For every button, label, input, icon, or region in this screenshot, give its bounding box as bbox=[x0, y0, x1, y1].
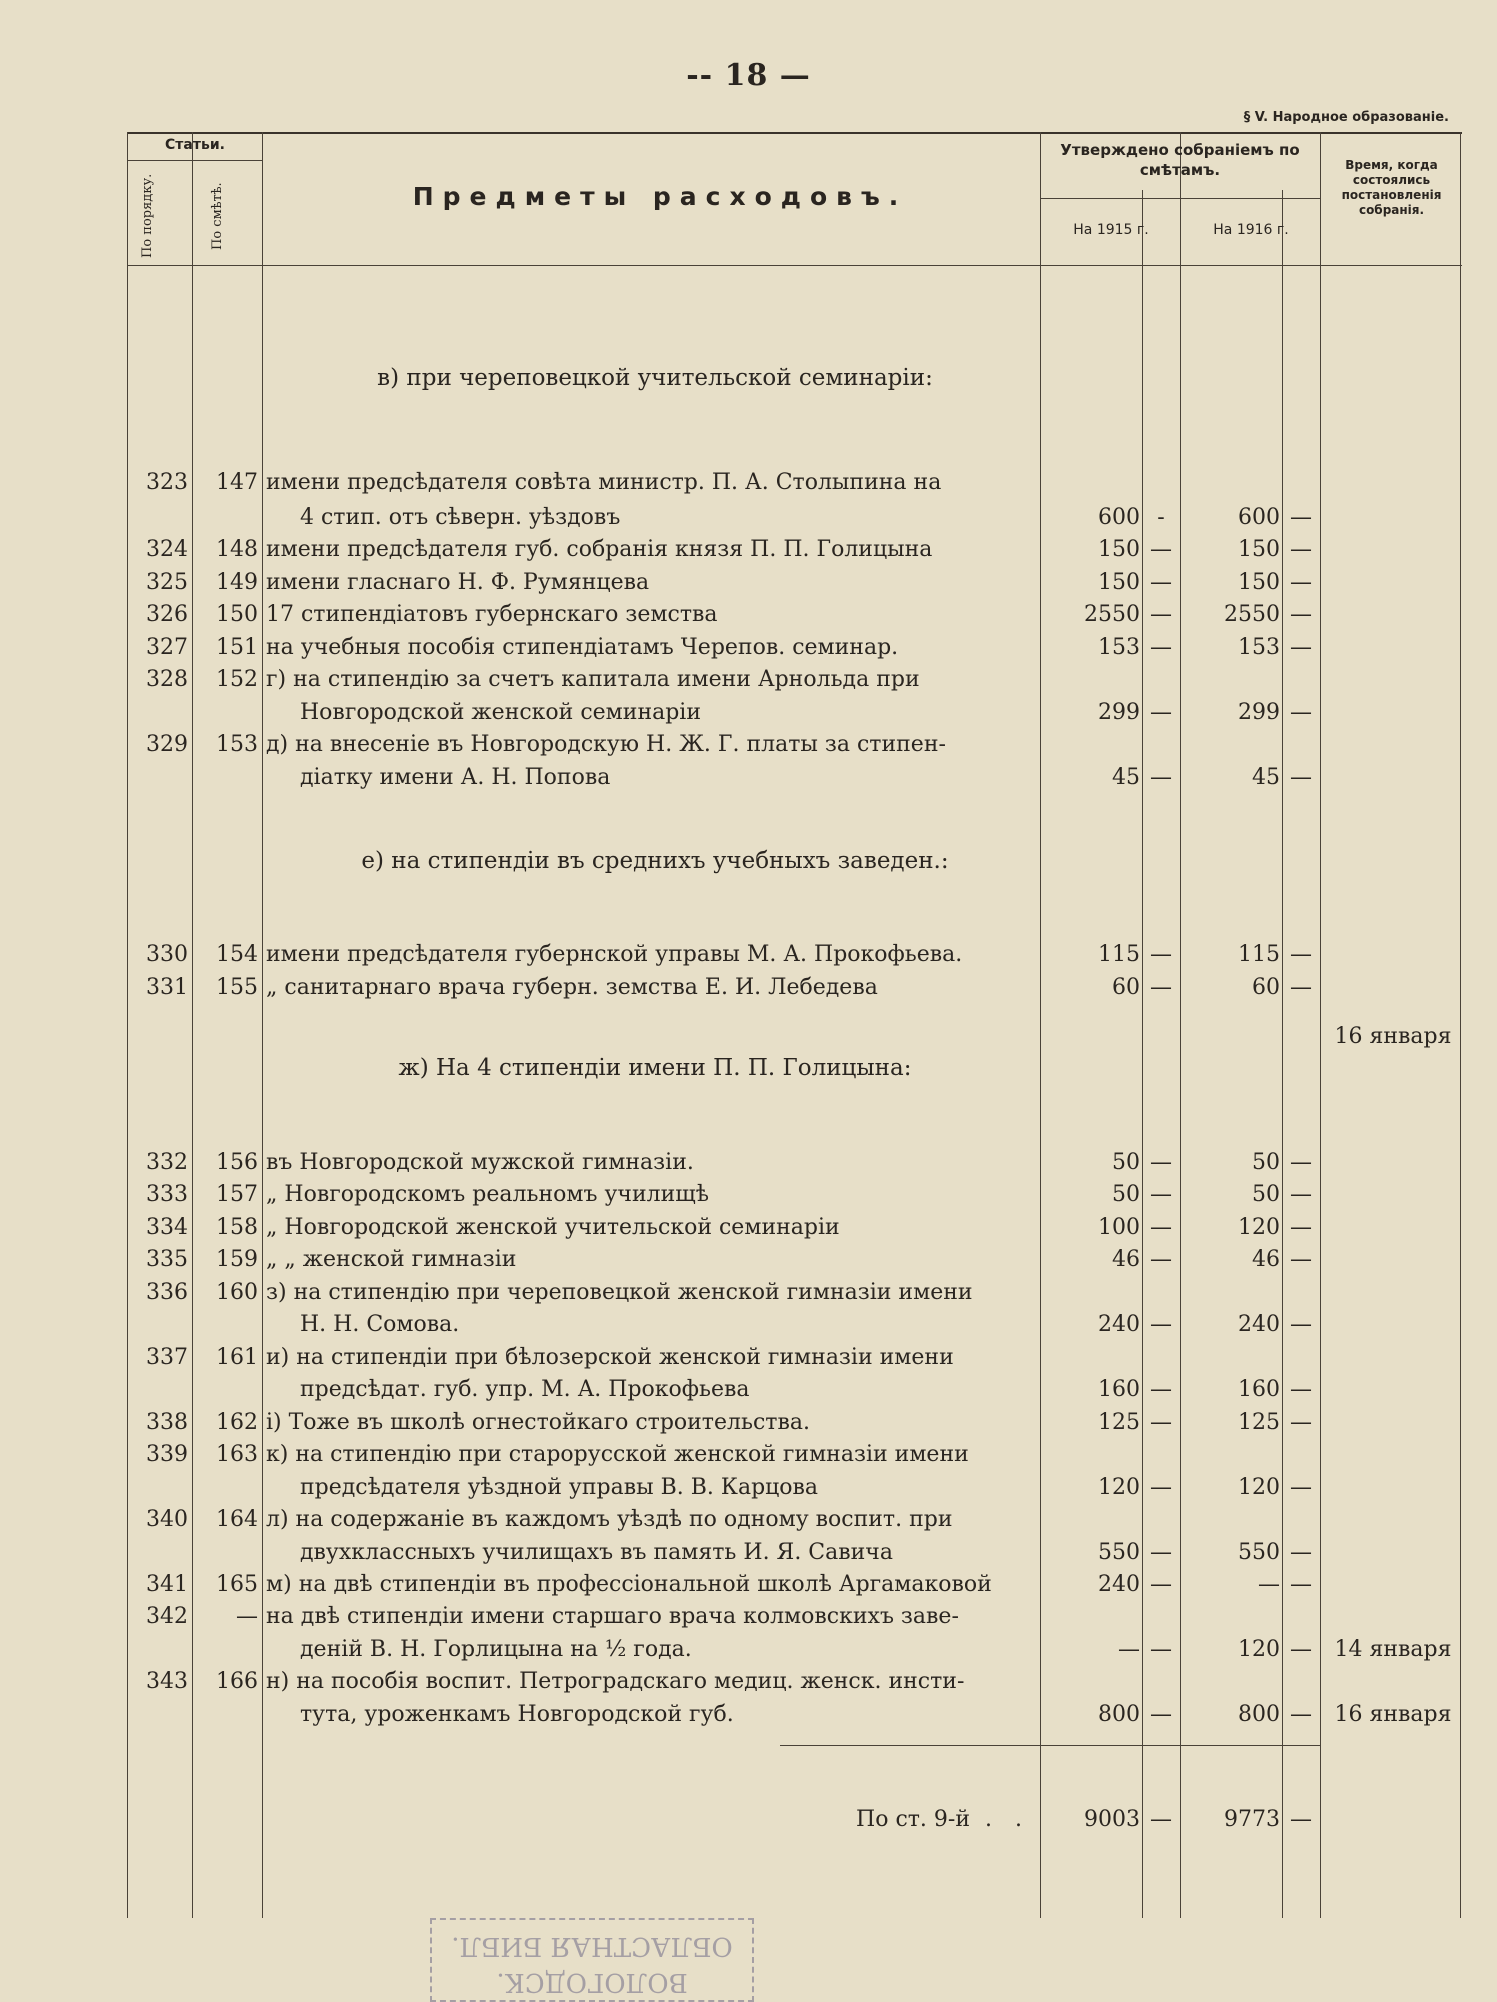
row-estimate-number: 155 bbox=[216, 975, 258, 1000]
row-dash-1916: — bbox=[1290, 975, 1312, 1000]
row-amount-1916: 46 bbox=[1252, 1247, 1280, 1272]
row-amount-1915: 240 bbox=[1098, 1312, 1140, 1337]
row-text-line1 bbox=[266, 1505, 1026, 1535]
row-text-line1 bbox=[266, 535, 1026, 565]
row-amount-1916: 240 bbox=[1238, 1312, 1280, 1337]
rule-1916 bbox=[1320, 132, 1321, 1918]
row-time bbox=[1328, 1180, 1458, 1210]
rule-estimate bbox=[262, 132, 263, 1918]
row-amount-1916: 299 bbox=[1238, 700, 1280, 725]
rule-approved bbox=[1040, 198, 1320, 199]
row-amount-1916: 120 bbox=[1238, 1475, 1280, 1500]
row-dash-1915: - bbox=[1157, 505, 1165, 530]
row-order-number: 335 bbox=[146, 1247, 188, 1272]
row-dash-1915: — bbox=[1150, 602, 1172, 627]
row-estimate-number: 149 bbox=[216, 570, 258, 595]
row-time bbox=[1328, 940, 1458, 970]
row-dash-1915: — bbox=[1150, 942, 1172, 967]
row-text-line2 bbox=[300, 503, 1026, 533]
row-text-line1 bbox=[266, 1602, 1026, 1632]
row-order-number: 323 bbox=[146, 470, 188, 495]
row-time bbox=[1328, 1148, 1458, 1178]
row-text: имени предсѣдателя губернской управы М. А. Прокофьева. bbox=[266, 942, 963, 967]
row-order-number: 332 bbox=[146, 1150, 188, 1175]
row-dash-1916: — bbox=[1290, 765, 1312, 790]
row-estimate-number: 161 bbox=[216, 1345, 258, 1370]
row-amount-1916: 600 bbox=[1238, 505, 1280, 530]
row-estimate-number: 148 bbox=[216, 537, 258, 562]
row-text-line1 bbox=[266, 1440, 1026, 1470]
row-dash-1915: — bbox=[1150, 1215, 1172, 1240]
row-order-number: 325 bbox=[146, 570, 188, 595]
row-dash-1916: — bbox=[1290, 1475, 1312, 1500]
row-estimate-number: — bbox=[236, 1604, 258, 1629]
row-amount-1916: 120 bbox=[1238, 1637, 1280, 1662]
row-order-number: 339 bbox=[146, 1442, 188, 1467]
row-amount-1915: 45 bbox=[1112, 765, 1140, 790]
row-amount-1916: 550 bbox=[1238, 1540, 1280, 1565]
header-by-order: По порядку. bbox=[140, 173, 155, 259]
row-text-continued: Новгородской женской семинаріи bbox=[300, 700, 702, 725]
row-time bbox=[1328, 568, 1458, 598]
row-time bbox=[1328, 1570, 1458, 1600]
row-dash-1915: — bbox=[1150, 1377, 1172, 1402]
header-1916: На 1916 г. bbox=[1213, 222, 1289, 238]
row-dash-1915: — bbox=[1150, 537, 1172, 562]
row-amount-1915: 100 bbox=[1098, 1215, 1140, 1240]
row-text: л) на содержаніе въ каждомъ уѣздѣ по одному воспит. при bbox=[266, 1507, 953, 1532]
row-estimate-number: 154 bbox=[216, 942, 258, 967]
row-time bbox=[1328, 1408, 1458, 1438]
row-text-continued: 4 стип. отъ сѣверн. уѣздовъ bbox=[300, 505, 621, 530]
row-text-line2 bbox=[300, 1375, 1026, 1405]
total-1916: 9773 bbox=[1224, 1807, 1280, 1832]
row-dash-1916: — bbox=[1290, 1410, 1312, 1435]
row-dash-1916: — bbox=[1290, 1637, 1312, 1662]
header-1915: На 1915 г. bbox=[1073, 222, 1149, 238]
row-text: на учебныя пособія стипендіатамъ Черепов. семинар. bbox=[266, 635, 899, 660]
header-approved: Утверждено собраніемъ по смѣтамъ. bbox=[1060, 141, 1300, 179]
row-estimate-number: 159 bbox=[216, 1247, 258, 1272]
row-amount-1915: 150 bbox=[1098, 570, 1140, 595]
row-time bbox=[1328, 973, 1458, 1003]
row-time bbox=[1328, 1538, 1458, 1568]
row-dash-1915: — bbox=[1150, 975, 1172, 1000]
row-dash-1916: — bbox=[1290, 505, 1312, 530]
row-time bbox=[1328, 698, 1458, 728]
row-dash-1915: — bbox=[1150, 1410, 1172, 1435]
row-amount-1916: 50 bbox=[1252, 1182, 1280, 1207]
row-text-continued: предсѣдат. губ. упр. М. А. Прокофьева bbox=[300, 1377, 750, 1402]
row-amount-1915: 60 bbox=[1112, 975, 1140, 1000]
row-text: имени гласнаго Н. Ф. Румянцева bbox=[266, 570, 650, 595]
total-1915-dash: — bbox=[1150, 1807, 1172, 1832]
row-estimate-number: 153 bbox=[216, 732, 258, 757]
row-order-number: 326 bbox=[146, 602, 188, 627]
row-amount-1915: 240 bbox=[1098, 1572, 1140, 1597]
row-dash-1915: — bbox=[1150, 1475, 1172, 1500]
row-amount-1916: 115 bbox=[1238, 942, 1280, 967]
row-text: з) на стипендію при череповецкой женской гимназіи имени bbox=[266, 1280, 973, 1305]
page-number: -- 18 — bbox=[686, 58, 811, 93]
row-dash-1915: — bbox=[1150, 1572, 1172, 1597]
row-amount-1916: — bbox=[1258, 1572, 1280, 1597]
row-amount-1916: 45 bbox=[1252, 765, 1280, 790]
row-text-continued: Н. Н. Сомова. bbox=[300, 1312, 460, 1337]
row-text-line1 bbox=[266, 600, 1026, 630]
row-order-number: 333 bbox=[146, 1182, 188, 1207]
row-order-number: 340 bbox=[146, 1507, 188, 1532]
row-amount-1916: 2550 bbox=[1224, 602, 1280, 627]
library-stamp: ВОЛОГОДСК. ОБЛАСТНАЯ БИБЛ. bbox=[430, 1918, 754, 2002]
row-estimate-number: 160 bbox=[216, 1280, 258, 1305]
row-order-number: 337 bbox=[146, 1345, 188, 1370]
row-time bbox=[1328, 503, 1458, 533]
row-text: имени предсѣдателя губ. собранія князя П. П. Голицына bbox=[266, 537, 933, 562]
row-time bbox=[1328, 1245, 1458, 1275]
row-text-line1 bbox=[266, 1245, 1026, 1275]
row-dash-1916: — bbox=[1290, 942, 1312, 967]
row-amount-1916: 60 bbox=[1252, 975, 1280, 1000]
row-dash-1916: — bbox=[1290, 1702, 1312, 1727]
row-dash-1915: — bbox=[1150, 635, 1172, 660]
rule-total bbox=[780, 1745, 1320, 1746]
total-1916-dash: — bbox=[1290, 1807, 1312, 1832]
row-dash-1915: — bbox=[1150, 1540, 1172, 1565]
row-estimate-number: 162 bbox=[216, 1410, 258, 1435]
row-dash-1915: — bbox=[1150, 1247, 1172, 1272]
row-text-line2 bbox=[300, 1700, 1026, 1730]
row-dash-1916: — bbox=[1290, 1312, 1312, 1337]
row-amount-1916: 120 bbox=[1238, 1215, 1280, 1240]
row-text-line1 bbox=[266, 1343, 1026, 1373]
row-dash-1916: — bbox=[1290, 635, 1312, 660]
row-text: на двѣ стипендіи имени старшаго врача колмовскихъ заве- bbox=[266, 1604, 959, 1629]
row-dash-1916: — bbox=[1290, 700, 1312, 725]
rule-right bbox=[1460, 132, 1461, 1918]
row-dash-1916: — bbox=[1290, 602, 1312, 627]
row-text: „ Новгородской женской учительской семинаріи bbox=[266, 1215, 840, 1240]
row-estimate-number: 164 bbox=[216, 1507, 258, 1532]
row-text: г) на стипендію за счетъ капитала имени Арнольда при bbox=[266, 667, 920, 692]
row-text-line1 bbox=[266, 1408, 1026, 1438]
row-order-number: 329 bbox=[146, 732, 188, 757]
row-dash-1916: — bbox=[1290, 570, 1312, 595]
row-dash-1915: — bbox=[1150, 1182, 1172, 1207]
row-text: м) на двѣ стипендіи въ профессіональной школѣ Аргамаковой bbox=[266, 1572, 992, 1597]
row-time bbox=[1328, 1213, 1458, 1243]
row-estimate-number: 150 bbox=[216, 602, 258, 627]
row-text-line1 bbox=[266, 633, 1026, 663]
row-text-line1 bbox=[266, 1570, 1026, 1600]
row-amount-1916: 150 bbox=[1238, 537, 1280, 562]
row-text: и) на стипендіи при бѣлозерской женской гимназіи имени bbox=[266, 1345, 954, 1370]
row-text-continued: тута, уроженкамъ Новгородской губ. bbox=[300, 1702, 734, 1727]
row-text: въ Новгородской мужской гимназіи. bbox=[266, 1150, 694, 1175]
row-estimate-number: 163 bbox=[216, 1442, 258, 1467]
row-text-line2 bbox=[300, 763, 1026, 793]
row-text: д) на внесеніе въ Новгородскую Н. Ж. Г. платы за стипен- bbox=[266, 732, 946, 757]
row-dash-1916: — bbox=[1290, 1572, 1312, 1597]
rule-header-bottom bbox=[127, 265, 1462, 266]
row-text-line1 bbox=[266, 1148, 1026, 1178]
row-time bbox=[1328, 600, 1458, 630]
row-amount-1915: 125 bbox=[1098, 1410, 1140, 1435]
row-amount-1915: 150 bbox=[1098, 537, 1140, 562]
row-text-line1 bbox=[266, 1667, 1026, 1697]
row-text-continued: деній В. Н. Горлицына на ½ года. bbox=[300, 1637, 692, 1662]
row-dash-1916: — bbox=[1290, 1182, 1312, 1207]
row-text-line2 bbox=[300, 698, 1026, 728]
row-text-line1 bbox=[266, 940, 1026, 970]
rule-1915 bbox=[1180, 132, 1181, 1918]
row-text: „ „ женской гимназіи bbox=[266, 1247, 517, 1272]
subhead-v: в) при череповецкой учительской семинаріи: bbox=[377, 365, 933, 391]
row-amount-1915: — bbox=[1118, 1637, 1140, 1662]
row-time bbox=[1328, 1310, 1458, 1340]
row-text-continued: двухклассныхъ училищахъ въ память И. Я. Савича bbox=[300, 1540, 893, 1565]
row-time bbox=[1328, 1473, 1458, 1503]
row-text-line1 bbox=[266, 1278, 1026, 1308]
row-amount-1916: 150 bbox=[1238, 570, 1280, 595]
row-estimate-number: 158 bbox=[216, 1215, 258, 1240]
row-text-line1 bbox=[266, 973, 1026, 1003]
row-time bbox=[1328, 1375, 1458, 1405]
row-amount-1915: 299 bbox=[1098, 700, 1140, 725]
row-text: н) на пособія воспит. Петроградскаго медиц. женск. инсти- bbox=[266, 1669, 965, 1694]
row-text-continued: предсѣдателя уѣздной управы В. В. Карцова bbox=[300, 1475, 819, 1500]
row-dash-1915: — bbox=[1150, 700, 1172, 725]
row-order-number: 342 bbox=[146, 1604, 188, 1629]
header-time: Время, когда состоялись постановленія собранія. bbox=[1341, 158, 1442, 217]
subhead-e: е) на стипендіи въ среднихъ учебныхъ заведен.: bbox=[361, 848, 949, 874]
row-dash-1915: — bbox=[1150, 1150, 1172, 1175]
row-dash-1916: — bbox=[1290, 1247, 1312, 1272]
row-estimate-number: 152 bbox=[216, 667, 258, 692]
row-text-line1 bbox=[266, 568, 1026, 598]
row-amount-1915: 160 bbox=[1098, 1377, 1140, 1402]
row-dash-1915: — bbox=[1150, 570, 1172, 595]
row-order-number: 324 bbox=[146, 537, 188, 562]
row-order-number: 328 bbox=[146, 667, 188, 692]
row-text-line2 bbox=[300, 1635, 1026, 1665]
row-time bbox=[1328, 633, 1458, 663]
row-text-line1 bbox=[266, 730, 1026, 760]
row-amount-1916: 160 bbox=[1238, 1377, 1280, 1402]
row-dash-1916: — bbox=[1290, 1215, 1312, 1240]
row-text-line2 bbox=[300, 1310, 1026, 1340]
row-amount-1916: 800 bbox=[1238, 1702, 1280, 1727]
row-amount-1915: 153 bbox=[1098, 635, 1140, 660]
row-text-line1 bbox=[266, 1180, 1026, 1210]
row-amount-1916: 153 bbox=[1238, 635, 1280, 660]
row-text-line2 bbox=[300, 1473, 1026, 1503]
row-amount-1915: 550 bbox=[1098, 1540, 1140, 1565]
row-amount-1915: 115 bbox=[1098, 942, 1140, 967]
row-estimate-number: 151 bbox=[216, 635, 258, 660]
row-order-number: 336 bbox=[146, 1280, 188, 1305]
row-text: к) на стипендію при старорусской женской гимназіи имени bbox=[266, 1442, 969, 1467]
row-amount-1915: 46 bbox=[1112, 1247, 1140, 1272]
row-estimate-number: 165 bbox=[216, 1572, 258, 1597]
row-dash-1915: — bbox=[1150, 1637, 1172, 1662]
row-time bbox=[1328, 535, 1458, 565]
row-amount-1915: 2550 bbox=[1084, 602, 1140, 627]
row-order-number: 330 bbox=[146, 942, 188, 967]
row-amount-1915: 600 bbox=[1098, 505, 1140, 530]
row-text: „ Новгородскомъ реальномъ училищѣ bbox=[266, 1182, 709, 1207]
row-dash-1916: — bbox=[1290, 1150, 1312, 1175]
header-subjects: Предметы расходовъ. bbox=[412, 182, 908, 211]
row-amount-1915: 50 bbox=[1112, 1182, 1140, 1207]
row-amount-1916: 50 bbox=[1252, 1150, 1280, 1175]
rule-articles bbox=[127, 160, 262, 161]
row-text-line1 bbox=[266, 665, 1026, 695]
row-text-line2 bbox=[300, 1538, 1026, 1568]
row-estimate-number: 147 bbox=[216, 470, 258, 495]
row-text: „ санитарнаго врача губерн. земства Е. И. Лебедева bbox=[266, 975, 878, 1000]
row-estimate-number: 157 bbox=[216, 1182, 258, 1207]
side-note: 16 января bbox=[1334, 1024, 1452, 1049]
row-text: 17 стипендіатовъ губернскаго земства bbox=[266, 602, 718, 627]
row-dash-1916: — bbox=[1290, 1377, 1312, 1402]
row-text-continued: діатку имени А. Н. Попова bbox=[300, 765, 611, 790]
row-dash-1915: — bbox=[1150, 765, 1172, 790]
rule-left bbox=[127, 132, 128, 1918]
row-dash-1916: — bbox=[1290, 1540, 1312, 1565]
row-amount-1915: 800 bbox=[1098, 1702, 1140, 1727]
row-text-line1 bbox=[266, 468, 1026, 498]
row-order-number: 334 bbox=[146, 1215, 188, 1240]
row-dash-1916: — bbox=[1290, 537, 1312, 562]
row-amount-1915: 120 bbox=[1098, 1475, 1140, 1500]
header-articles: Статьи. bbox=[165, 137, 225, 153]
header-by-estimate: По смѣтѣ. bbox=[210, 182, 225, 250]
row-order-number: 338 bbox=[146, 1410, 188, 1435]
row-estimate-number: 166 bbox=[216, 1669, 258, 1694]
subhead-zh: ж) На 4 стипендіи имени П. П. Голицына: bbox=[398, 1055, 912, 1081]
section-title: § V. Народное образованіе. bbox=[1243, 110, 1449, 125]
row-text: і) Тоже въ школѣ огнестойкаго строительства. bbox=[266, 1410, 810, 1435]
rule-order bbox=[192, 132, 193, 1918]
row-text: имени предсѣдателя совѣта министр. П. А. Столыпина на bbox=[266, 470, 942, 495]
row-order-number: 327 bbox=[146, 635, 188, 660]
row-time: 16 января bbox=[1334, 1702, 1452, 1727]
row-estimate-number: 156 bbox=[216, 1150, 258, 1175]
row-time bbox=[1328, 763, 1458, 793]
row-order-number: 343 bbox=[146, 1669, 188, 1694]
row-text-line1 bbox=[266, 1213, 1026, 1243]
row-time: 14 января bbox=[1334, 1637, 1452, 1662]
row-dash-1915: — bbox=[1150, 1312, 1172, 1337]
row-order-number: 331 bbox=[146, 975, 188, 1000]
row-amount-1916: 125 bbox=[1238, 1410, 1280, 1435]
row-order-number: 341 bbox=[146, 1572, 188, 1597]
total-1915: 9003 bbox=[1084, 1807, 1140, 1832]
total-label: По ст. 9-й . . bbox=[856, 1807, 1030, 1832]
row-dash-1915: — bbox=[1150, 1702, 1172, 1727]
rule-subjects bbox=[1040, 132, 1041, 1918]
row-amount-1915: 50 bbox=[1112, 1150, 1140, 1175]
